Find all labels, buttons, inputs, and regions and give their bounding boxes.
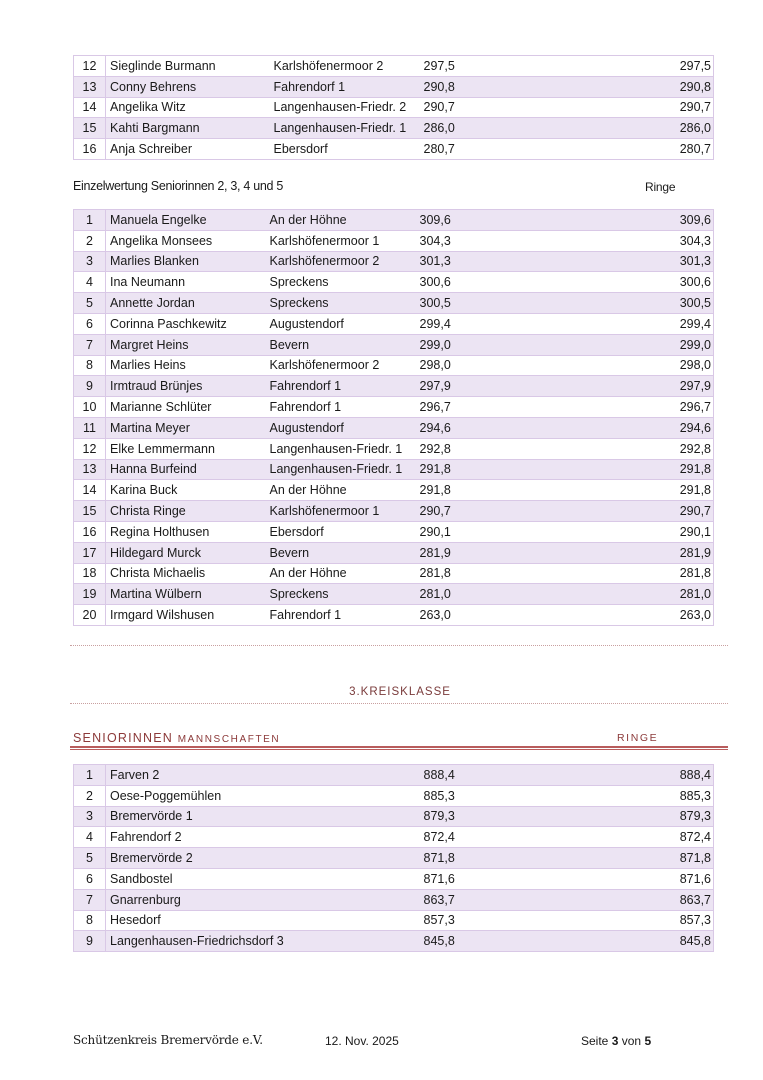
score-cell: 281,0 xyxy=(420,584,484,605)
rank-cell: 11 xyxy=(74,417,106,438)
name-cell: Elke Lemmermann xyxy=(106,438,266,459)
total-cell: 299,0 xyxy=(484,334,714,355)
name-cell: Hildegard Murck xyxy=(106,542,266,563)
club-cell: Bevern xyxy=(266,542,420,563)
score-cell: 297,5 xyxy=(424,56,484,77)
ringe-column-label: Ringe xyxy=(645,180,676,194)
rank-cell: 5 xyxy=(74,848,106,869)
table-row xyxy=(74,397,714,418)
rank-cell: 7 xyxy=(74,889,106,910)
table-row xyxy=(74,765,714,786)
name-cell: Martina Wülbern xyxy=(106,584,266,605)
name-cell: Corinna Paschkewitz xyxy=(106,313,266,334)
table-row xyxy=(74,806,714,827)
page-prefix: Seite xyxy=(581,1034,609,1048)
score-cell: 879,3 xyxy=(424,806,494,827)
score-cell: 290,8 xyxy=(424,76,484,97)
score-cell: 296,7 xyxy=(420,397,484,418)
table-row xyxy=(74,931,714,952)
score-cell: 291,8 xyxy=(420,459,484,480)
table-row xyxy=(74,118,714,139)
club-cell: Augustendorf xyxy=(266,313,420,334)
club-cell: Langenhausen-Friedr. 1 xyxy=(266,438,420,459)
club-cell: Fahrendorf 1 xyxy=(266,376,420,397)
table-row xyxy=(74,563,714,584)
section-rule xyxy=(70,749,728,750)
total-cell: 290,7 xyxy=(484,501,714,522)
club-cell: Langenhausen-Friedr. 1 xyxy=(270,118,424,139)
rank-cell: 3 xyxy=(74,806,106,827)
rank-cell: 9 xyxy=(74,376,106,397)
team-cell: Hesedorf xyxy=(106,910,424,931)
name-cell: Annette Jordan xyxy=(106,293,266,314)
total-cell: 888,4 xyxy=(494,765,714,786)
score-cell: 280,7 xyxy=(424,139,484,160)
name-cell: Sieglinde Burmann xyxy=(106,56,270,77)
total-cell: 281,0 xyxy=(484,584,714,605)
total-cell: 304,3 xyxy=(484,230,714,251)
total-cell: 309,6 xyxy=(484,210,714,231)
total-cell: 297,5 xyxy=(484,56,714,77)
score-cell: 290,1 xyxy=(420,521,484,542)
total-cell: 301,3 xyxy=(484,251,714,272)
rank-cell: 13 xyxy=(74,76,106,97)
score-cell: 299,0 xyxy=(420,334,484,355)
rank-cell: 1 xyxy=(74,765,106,786)
score-cell: 292,8 xyxy=(420,438,484,459)
table-row xyxy=(74,542,714,563)
table-row xyxy=(74,76,714,97)
rank-cell: 18 xyxy=(74,563,106,584)
rank-cell: 9 xyxy=(74,931,106,952)
total-cell: 871,8 xyxy=(494,848,714,869)
table-row xyxy=(74,501,714,522)
name-cell: Conny Behrens xyxy=(106,76,270,97)
total-cell: 879,3 xyxy=(494,806,714,827)
score-cell: 872,4 xyxy=(424,827,494,848)
club-cell: Spreckens xyxy=(266,272,420,293)
total-cell: 291,8 xyxy=(484,459,714,480)
total-cell: 281,9 xyxy=(484,542,714,563)
total-cell: 292,8 xyxy=(484,438,714,459)
total-cell: 291,8 xyxy=(484,480,714,501)
rank-cell: 5 xyxy=(74,293,106,314)
section-title xyxy=(73,731,280,745)
total-cell: 263,0 xyxy=(484,605,714,626)
rank-cell: 3 xyxy=(74,251,106,272)
table-row xyxy=(74,785,714,806)
rank-cell: 14 xyxy=(74,97,106,118)
table-row xyxy=(74,848,714,869)
name-cell: Margret Heins xyxy=(106,334,266,355)
divider xyxy=(70,703,728,704)
footer-page-number xyxy=(581,1034,651,1048)
total-cell: 857,3 xyxy=(494,910,714,931)
score-cell: 291,8 xyxy=(420,480,484,501)
einzelwertung-heading: Einzelwertung Seniorinnen 2, 3, 4 und 5 xyxy=(73,179,283,193)
name-cell: Marianne Schlüter xyxy=(106,397,266,418)
name-cell: Manuela Engelke xyxy=(106,210,266,231)
score-cell: 857,3 xyxy=(424,910,494,931)
rank-cell: 6 xyxy=(74,868,106,889)
total-cell: 280,7 xyxy=(484,139,714,160)
table-row xyxy=(74,584,714,605)
club-cell: Fahrendorf 1 xyxy=(270,76,424,97)
name-cell: Angelika Monsees xyxy=(106,230,266,251)
divider xyxy=(70,645,728,646)
club-cell: Langenhausen-Friedr. 2 xyxy=(270,97,424,118)
rank-cell: 12 xyxy=(74,438,106,459)
rank-cell: 8 xyxy=(74,910,106,931)
table-row xyxy=(74,521,714,542)
team-cell: Langenhausen-Friedrichsdorf 3 xyxy=(106,931,424,952)
rank-cell: 16 xyxy=(74,521,106,542)
score-cell: 309,6 xyxy=(420,210,484,231)
total-cell: 845,8 xyxy=(494,931,714,952)
name-cell: Marlies Blanken xyxy=(106,251,266,272)
table-row xyxy=(74,889,714,910)
club-cell: Karlshöfenermoor 2 xyxy=(266,355,420,376)
mannschaften-table xyxy=(73,764,714,952)
name-cell: Christa Michaelis xyxy=(106,563,266,584)
club-cell: Karlshöfenermoor 2 xyxy=(270,56,424,77)
section-title-sub: MANNSCHAFTEN xyxy=(177,734,281,745)
table-row xyxy=(74,480,714,501)
team-cell: Oese-Poggemühlen xyxy=(106,785,424,806)
table-row xyxy=(74,868,714,889)
name-cell: Kahti Bargmann xyxy=(106,118,270,139)
table-row xyxy=(74,417,714,438)
rank-cell: 12 xyxy=(74,56,106,77)
total-cell: 286,0 xyxy=(484,118,714,139)
club-cell: Karlshöfenermoor 1 xyxy=(266,501,420,522)
name-cell: Irmtraud Brünjes xyxy=(106,376,266,397)
club-cell: An der Höhne xyxy=(266,210,420,231)
rank-cell: 4 xyxy=(74,827,106,848)
footer-date: 12. Nov. 2025 xyxy=(325,1034,399,1048)
team-cell: Bremervörde 1 xyxy=(106,806,424,827)
club-cell: Karlshöfenermoor 2 xyxy=(266,251,420,272)
score-cell: 290,7 xyxy=(424,97,484,118)
rank-cell: 8 xyxy=(74,355,106,376)
results-table-continued xyxy=(73,55,714,160)
name-cell: Ina Neumann xyxy=(106,272,266,293)
club-cell: Spreckens xyxy=(266,584,420,605)
score-cell: 263,0 xyxy=(420,605,484,626)
rank-cell: 7 xyxy=(74,334,106,355)
rank-cell: 20 xyxy=(74,605,106,626)
score-cell: 290,7 xyxy=(420,501,484,522)
total-cell: 290,8 xyxy=(484,76,714,97)
ringe-column-label: RINGE xyxy=(617,732,659,744)
table-row xyxy=(74,376,714,397)
name-cell: Irmgard Wilshusen xyxy=(106,605,266,626)
total-cell: 290,1 xyxy=(484,521,714,542)
score-cell: 281,8 xyxy=(420,563,484,584)
total-cell: 300,6 xyxy=(484,272,714,293)
rank-cell: 2 xyxy=(74,230,106,251)
einzelwertung-table xyxy=(73,209,714,626)
club-cell: Bevern xyxy=(266,334,420,355)
rank-cell: 19 xyxy=(74,584,106,605)
name-cell: Marlies Heins xyxy=(106,355,266,376)
table-row xyxy=(74,438,714,459)
table-row xyxy=(74,56,714,77)
table-row xyxy=(74,230,714,251)
club-cell: Fahrendorf 1 xyxy=(266,397,420,418)
kreisklasse-heading: 3.KREISKLASSE xyxy=(349,686,451,698)
total-cell: 298,0 xyxy=(484,355,714,376)
table-row xyxy=(74,334,714,355)
club-cell: Karlshöfenermoor 1 xyxy=(266,230,420,251)
score-cell: 845,8 xyxy=(424,931,494,952)
name-cell: Martina Meyer xyxy=(106,417,266,438)
rank-cell: 14 xyxy=(74,480,106,501)
name-cell: Hanna Burfeind xyxy=(106,459,266,480)
rank-cell: 10 xyxy=(74,397,106,418)
total-cell: 300,5 xyxy=(484,293,714,314)
club-cell: Ebersdorf xyxy=(266,521,420,542)
total-cell: 871,6 xyxy=(494,868,714,889)
name-cell: Karina Buck xyxy=(106,480,266,501)
score-cell: 885,3 xyxy=(424,785,494,806)
team-cell: Fahrendorf 2 xyxy=(106,827,424,848)
total-cell: 885,3 xyxy=(494,785,714,806)
total-cell: 872,4 xyxy=(494,827,714,848)
name-cell: Angelika Witz xyxy=(106,97,270,118)
rank-cell: 2 xyxy=(74,785,106,806)
name-cell: Regina Holthusen xyxy=(106,521,266,542)
score-cell: 294,6 xyxy=(420,417,484,438)
score-cell: 871,8 xyxy=(424,848,494,869)
score-cell: 301,3 xyxy=(420,251,484,272)
score-cell: 300,5 xyxy=(420,293,484,314)
score-cell: 863,7 xyxy=(424,889,494,910)
score-cell: 888,4 xyxy=(424,765,494,786)
club-cell: Spreckens xyxy=(266,293,420,314)
table-row xyxy=(74,97,714,118)
rank-cell: 13 xyxy=(74,459,106,480)
total-cell: 299,4 xyxy=(484,313,714,334)
rank-cell: 16 xyxy=(74,139,106,160)
score-cell: 286,0 xyxy=(424,118,484,139)
page-current: 3 xyxy=(611,1034,619,1048)
score-cell: 281,9 xyxy=(420,542,484,563)
total-cell: 290,7 xyxy=(484,97,714,118)
score-cell: 298,0 xyxy=(420,355,484,376)
name-cell: Christa Ringe xyxy=(106,501,266,522)
total-cell: 297,9 xyxy=(484,376,714,397)
team-cell: Bremervörde 2 xyxy=(106,848,424,869)
section-title-main: SENIORINNEN xyxy=(73,731,174,745)
table-row xyxy=(74,251,714,272)
club-cell: Fahrendorf 1 xyxy=(266,605,420,626)
score-cell: 871,6 xyxy=(424,868,494,889)
table-row xyxy=(74,827,714,848)
total-cell: 294,6 xyxy=(484,417,714,438)
page-sep: von xyxy=(621,1034,642,1048)
table-row xyxy=(74,910,714,931)
name-cell: Anja Schreiber xyxy=(106,139,270,160)
club-cell: Langenhausen-Friedr. 1 xyxy=(266,459,420,480)
team-cell: Farven 2 xyxy=(106,765,424,786)
rank-cell: 1 xyxy=(74,210,106,231)
rank-cell: 15 xyxy=(74,501,106,522)
score-cell: 297,9 xyxy=(420,376,484,397)
table-row xyxy=(74,210,714,231)
rank-cell: 15 xyxy=(74,118,106,139)
score-cell: 300,6 xyxy=(420,272,484,293)
footer-organization: Schützenkreis Bremervörde e.V. xyxy=(73,1033,263,1047)
total-cell: 296,7 xyxy=(484,397,714,418)
table-row xyxy=(74,313,714,334)
total-cell: 863,7 xyxy=(494,889,714,910)
table-row xyxy=(74,459,714,480)
table-row xyxy=(74,605,714,626)
table-row xyxy=(74,139,714,160)
total-cell: 281,8 xyxy=(484,563,714,584)
table-row xyxy=(74,272,714,293)
club-cell: Augustendorf xyxy=(266,417,420,438)
club-cell: An der Höhne xyxy=(266,563,420,584)
table-row xyxy=(74,355,714,376)
table-row xyxy=(74,293,714,314)
rank-cell: 6 xyxy=(74,313,106,334)
section-rule xyxy=(70,746,728,748)
team-cell: Sandbostel xyxy=(106,868,424,889)
page-total: 5 xyxy=(644,1034,652,1048)
club-cell: Ebersdorf xyxy=(270,139,424,160)
team-cell: Gnarrenburg xyxy=(106,889,424,910)
score-cell: 304,3 xyxy=(420,230,484,251)
club-cell: An der Höhne xyxy=(266,480,420,501)
score-cell: 299,4 xyxy=(420,313,484,334)
rank-cell: 17 xyxy=(74,542,106,563)
rank-cell: 4 xyxy=(74,272,106,293)
